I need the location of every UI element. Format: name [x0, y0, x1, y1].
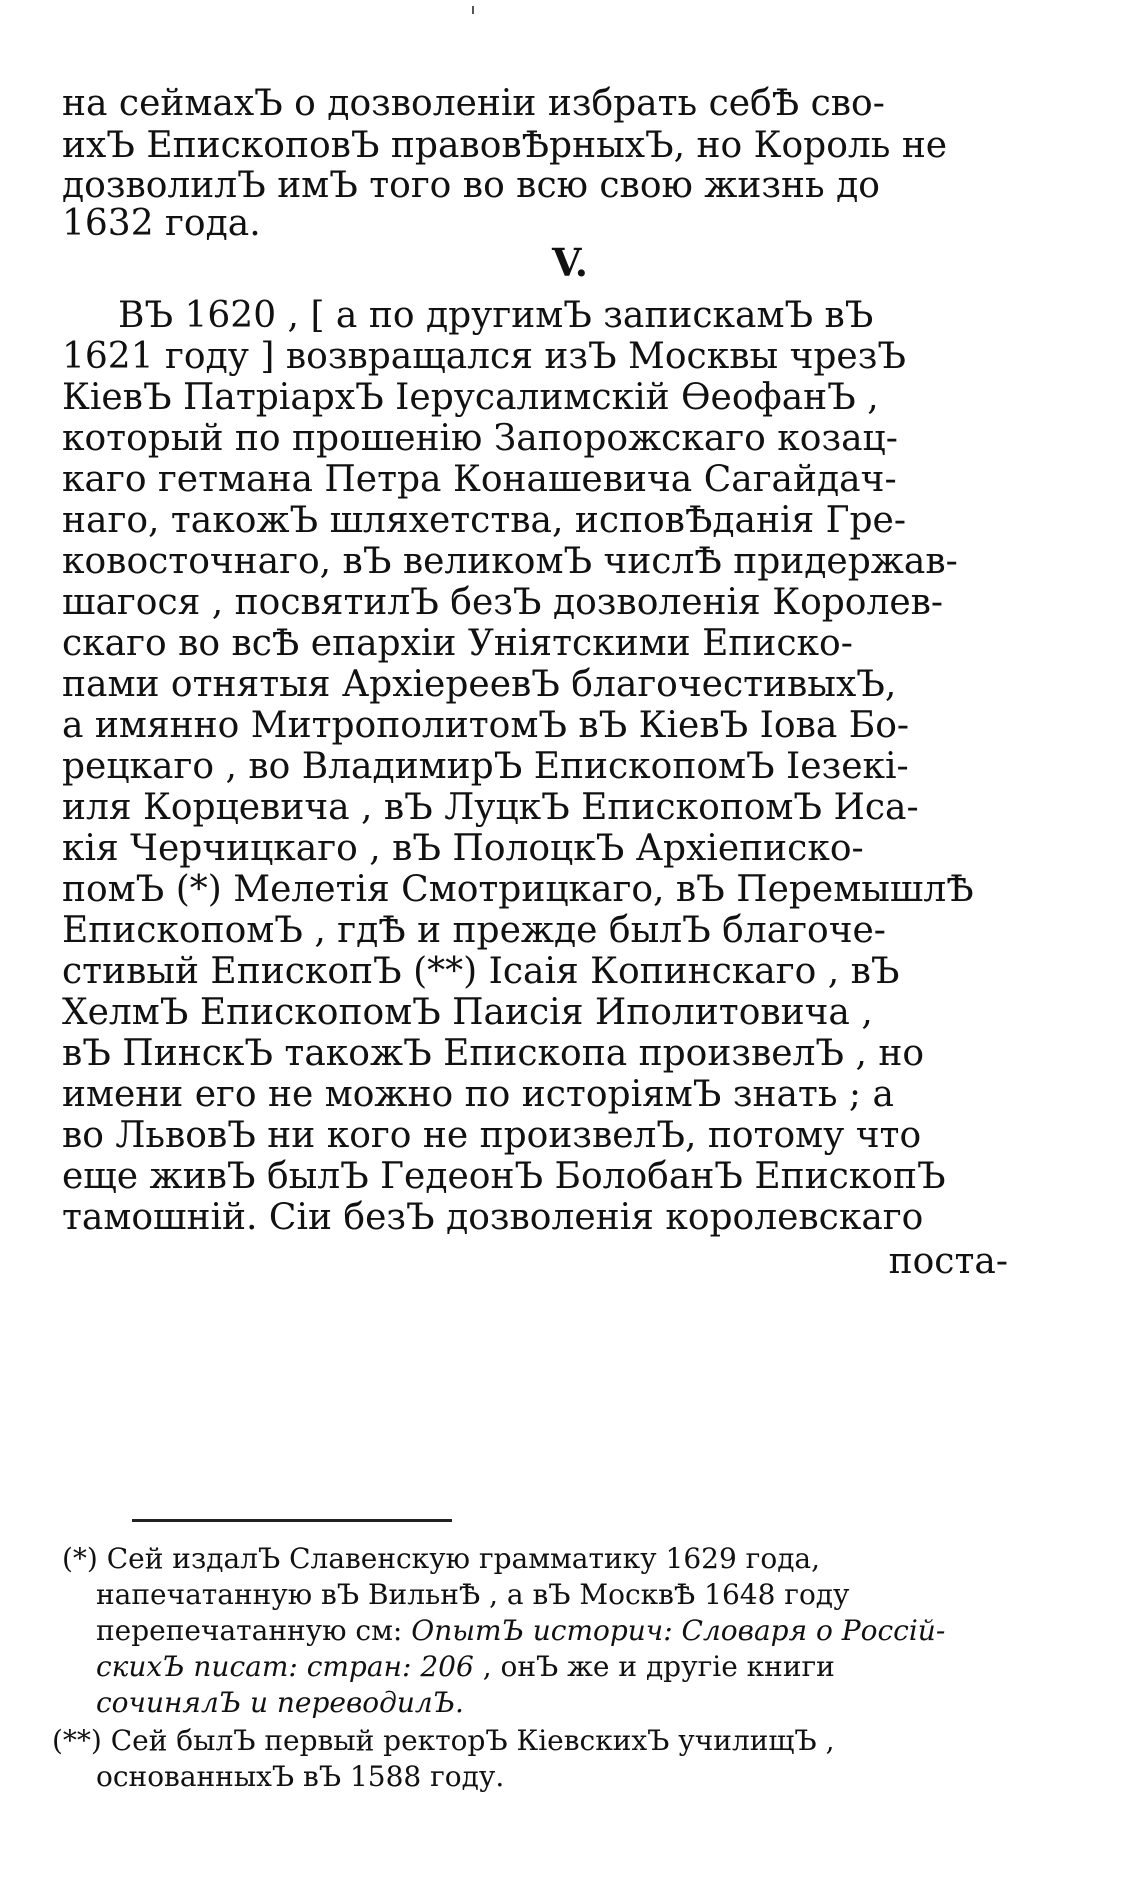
page-mark — [472, 6, 474, 14]
paragraph-line-1: ВЪ 1620 , [ а по другимЪ запискамЪ вЪ — [118, 295, 874, 336]
footnote-1-reference: ОпытЪ историч: Словаря о Россiй- — [411, 1614, 946, 1647]
paragraph-line-16: ЕпископомЪ , гдѢ и прежде былЪ благоче- — [62, 910, 886, 951]
paragraph-line-18: ХелмЪ ЕпископомЪ Паисiя Иполитовича , — [62, 992, 873, 1033]
section-heading: V. — [552, 240, 588, 285]
footnote-1-line-5: сочинялЪ и переводилЪ. — [96, 1686, 464, 1719]
footnote-1-line-2: напечатанную вЪ ВильнѢ , а вЪ МосквѢ 1648 году — [96, 1578, 850, 1611]
paragraph-line-10: пами отнятыя АрхiереевЪ благочестивыхЪ, — [62, 664, 897, 705]
footnote-2-line-1: (**) Сей былЪ первый ректорЪ КiевскихЪ училищЪ , — [52, 1724, 835, 1757]
footnote-1-line-3-text: перепечатанную см: — [96, 1614, 403, 1647]
paragraph-line-17: стивый ЕпископЪ (**) Iсаiя Копинскаго , вЪ — [62, 951, 900, 992]
paragraph-line-13: иля Корцевича , вЪ ЛуцкЪ ЕпископомЪ Иса- — [62, 787, 919, 828]
catchword: поста- — [888, 1241, 1008, 1282]
footnote-1-line-1: (*) Сей издалЪ Славенскую грамматику 1629 года, — [62, 1542, 821, 1575]
paragraph-line-11: а имянно МитрополитомЪ вЪ КiевЪ Iова Бо- — [62, 705, 910, 746]
paragraph-line-20: имени его не можно по исторiямЪ знать ; а — [62, 1074, 894, 1115]
paragraph-line-7: ковосточнаго, вЪ великомЪ числѢ придержав- — [62, 541, 958, 582]
paragraph-line-6: наго, такожЪ шляхетства, исповѢданiя Гре- — [62, 500, 907, 541]
footnote-2-line-2: основанныхЪ вЪ 1588 году. — [96, 1760, 505, 1793]
body-line-2: ихЪ ЕпископовЪ правовѢрныхЪ, но Король не — [62, 125, 948, 166]
paragraph-line-15: помЪ (*) Мелетiя Смотрицкаго, вЪ ПеремышлѢ — [62, 869, 974, 910]
footnote-rule — [132, 1519, 452, 1522]
footnote-1-reference-cont: скихЪ писат: стран: 206 — [96, 1650, 474, 1683]
paragraph-line-22: еще живЪ былЪ ГедеонЪ БолобанЪ ЕпископЪ — [62, 1156, 946, 1197]
paragraph-line-19: вЪ ПинскЪ такожЪ Епископа произвелЪ , но — [62, 1033, 924, 1074]
paragraph-line-8: шагося , посвятилЪ безЪ дозволенiя Королев- — [62, 582, 944, 623]
footnote-1-line-3 — [96, 1614, 946, 1647]
paragraph-line-2: 1621 году ] возвращался изЪ Москвы чрезЪ — [62, 336, 906, 377]
paragraph-line-3: КiевЪ ПатрiархЪ Iерусалимскiй ѲеофанЪ , — [62, 377, 879, 418]
body-line-1: на сеймахЪ о дозволенiи избрать себѢ сво- — [62, 83, 885, 124]
paragraph-line-14: кiя Черчицкаго , вЪ ПолоцкЪ Архiеписко- — [62, 828, 864, 869]
body-line-3: дозволилЪ имЪ того во всю свою жизнь до — [62, 165, 880, 206]
paragraph-line-23: тамошнiй. Сiи безЪ дозволенiя королевскаго — [62, 1197, 924, 1238]
footnote-1-line-4 — [96, 1650, 835, 1683]
paragraph-line-12: рецкаго , во ВладимирЪ ЕпископомЪ Iезекi- — [62, 746, 909, 787]
paragraph-line-5: каго гетмана Петра Конашевича Сагайдач- — [62, 459, 897, 500]
paragraph-line-21: во ЛьвовЪ ни кого не произвелЪ, потому что — [62, 1115, 922, 1156]
body-line-4: 1632 года. — [62, 203, 261, 244]
footnote-1-line-4-text: , онЪ же и другiе книги — [482, 1650, 835, 1683]
paragraph-line-9: скаго во всѢ епархiи Унiятскими Еписко- — [62, 623, 853, 664]
paragraph-line-4: который по прошенiю Запорожскаго козац- — [62, 418, 898, 459]
